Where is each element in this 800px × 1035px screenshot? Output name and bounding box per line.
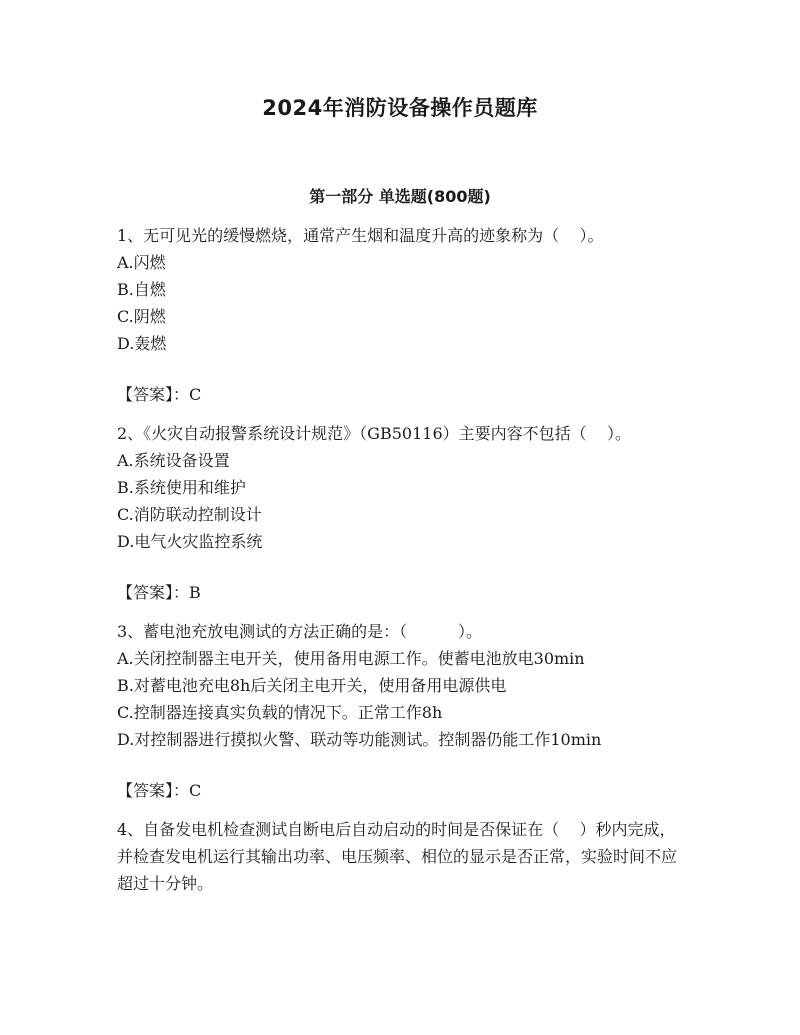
option-a: A.闪燃 [117, 253, 166, 272]
question-list [117, 222, 687, 897]
option-d: D.轰燃 [117, 334, 167, 353]
answer-label: 【答案】：C [117, 781, 202, 800]
option-c: C.阴燃 [117, 307, 166, 326]
answer-label: 【答案】：C [117, 385, 202, 404]
option-a: A.系统设备设置 [117, 451, 230, 470]
answer-label: 【答案】：B [117, 583, 201, 602]
question-text: 2、《火灾自动报警系统设计规范》（GB50116）主要内容不包括（ ）。 [117, 424, 631, 443]
question-4 [117, 816, 687, 897]
question-2 [117, 420, 687, 606]
option-c: C.消防联动控制设计 [117, 505, 262, 524]
option-b: B.对蓄电池充电8h后关闭主电开关，使用备用电源供电 [117, 676, 507, 695]
option-b: B.系统使用和维护 [117, 478, 246, 497]
option-a: A.关闭控制器主电开关，使用备用电源工作。使蓄电池放电30min [117, 649, 585, 668]
question-text: 1、无可见光的缓慢燃烧，通常产生烟和温度升高的迹象称为（ ）。 [117, 226, 604, 245]
question-text: 3、蓄电池充放电测试的方法正确的是：（ ）。 [117, 622, 483, 641]
option-b: B.自燃 [117, 280, 166, 299]
question-text: 4、自备发电机检查测试自断电后自动启动的时间是否保证在（ ）秒内完成，并检查发电机运行其输出功率、电压频率、相位的显示是否正常，实验时间不应超过十分钟。 [117, 820, 678, 893]
document-title: 2024年消防设备操作员题库 [262, 96, 538, 120]
question-options [117, 447, 687, 555]
question-1 [117, 222, 687, 408]
option-d: D.对控制器进行摸拟火警、联动等功能测试。控制器仍能工作10min [117, 730, 602, 749]
section-title: 第一部分 单选题(800题) [309, 187, 491, 206]
question-options [117, 645, 687, 753]
option-d: D.电气火灾监控系统 [117, 532, 263, 551]
question-3 [117, 618, 687, 804]
question-options [117, 249, 687, 357]
option-c: C.控制器连接真实负载的情况下。正常工作8h [117, 703, 443, 722]
